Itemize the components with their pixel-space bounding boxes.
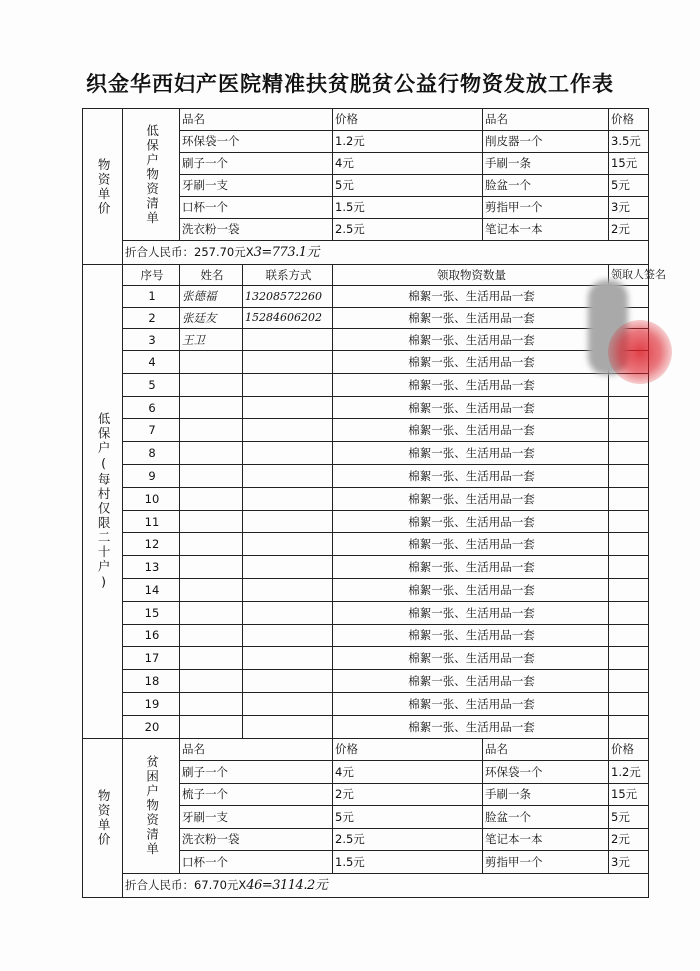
- section-label-outer-text: 物资单价: [96, 788, 112, 847]
- recipient-row: [83, 601, 649, 624]
- row-number: 10: [123, 487, 180, 510]
- items-received: 棉絮一张、生活用品一套: [333, 579, 609, 602]
- row-number: 9: [123, 465, 180, 488]
- section-label-recipients-text: 低保户(每村仅限二十户): [96, 411, 112, 591]
- recipient-row: [83, 465, 649, 488]
- row-number: 15: [123, 601, 180, 624]
- price-header-row: [83, 109, 649, 131]
- header-contact: 联系方式: [243, 265, 333, 286]
- header-no: 序号: [123, 265, 180, 286]
- recipient-row: [83, 715, 649, 738]
- item-name-cell: 梳子一个: [180, 783, 333, 806]
- recipient-contact: [243, 624, 333, 647]
- items-received: 棉絮一张、生活用品一套: [333, 487, 609, 510]
- items-received: 棉絮一张、生活用品一套: [333, 442, 609, 465]
- item-name-cell: 刷子一个: [180, 761, 333, 784]
- row-number: 8: [123, 442, 180, 465]
- recipient-name: [180, 670, 243, 693]
- recipient-contact: [243, 670, 333, 693]
- recipient-contact: 15284606202: [243, 307, 333, 329]
- header-name: 姓名: [180, 265, 243, 286]
- recipient-row: [83, 329, 649, 351]
- recipient-row: [83, 419, 649, 442]
- recipient-contact: [243, 373, 333, 396]
- document-title: 织金华西妇产医院精准扶贫脱贫公益行物资发放工作表: [86, 72, 614, 96]
- recipient-row: [83, 442, 649, 465]
- recipient-contact: [243, 351, 333, 374]
- recipient-row: [83, 286, 649, 308]
- item-name-cell: 口杯一个: [180, 851, 333, 874]
- section-label-outer: [83, 738, 123, 898]
- item-name-cell: 洗衣粉一袋: [180, 219, 333, 241]
- item-name-cell: 剪指甲一个: [483, 851, 609, 874]
- low-income-price-list: [83, 109, 649, 265]
- row-number: 3: [123, 329, 180, 351]
- section-label-inner: [123, 109, 180, 241]
- poor-household-price-list: [83, 738, 649, 898]
- recipient-name: [180, 556, 243, 579]
- total-cell: [123, 241, 649, 265]
- row-number: 11: [123, 510, 180, 533]
- recipient-name: [180, 510, 243, 533]
- recipient-contact: [243, 329, 333, 351]
- section-label-inner-text: 低保户物资清单: [144, 123, 160, 226]
- item-price-cell: 4元: [333, 153, 483, 175]
- section-label-outer-text: 物资单价: [96, 157, 112, 216]
- recipient-contact: [243, 442, 333, 465]
- items-received: 棉絮一张、生活用品一套: [333, 307, 609, 329]
- recipient-contact: [243, 396, 333, 419]
- recipient-name: [180, 487, 243, 510]
- item-price-cell: 2元: [609, 828, 649, 851]
- recipient-contact: [243, 419, 333, 442]
- recipient-name: 王卫: [180, 329, 243, 351]
- items-received: 棉絮一张、生活用品一套: [333, 601, 609, 624]
- item-price-cell: 2元: [609, 219, 649, 241]
- row-number: 20: [123, 715, 180, 738]
- item-name-cell: 牙刷一支: [180, 806, 333, 829]
- signature-cell: [609, 715, 649, 738]
- row-number: 1: [123, 286, 180, 308]
- recipient-contact: 13208572260: [243, 286, 333, 308]
- recipient-row: [83, 307, 649, 329]
- recipient-name: [180, 647, 243, 670]
- section-label-recipients: [83, 265, 123, 739]
- recipient-contact: [243, 556, 333, 579]
- item-price-cell: 2.5元: [333, 219, 483, 241]
- recipient-name: 张德福: [180, 286, 243, 308]
- item-price-cell: 1.5元: [333, 851, 483, 874]
- items-received: 棉絮一张、生活用品一套: [333, 715, 609, 738]
- item-price-cell: 5元: [333, 806, 483, 829]
- item-name-cell: 环保袋一个: [180, 131, 333, 153]
- distribution-table: [82, 108, 666, 898]
- recipient-name: [180, 351, 243, 374]
- recipient-row: [83, 510, 649, 533]
- price-header-cell: 品名: [180, 109, 333, 131]
- item-price-cell: 1.5元: [333, 197, 483, 219]
- item-name-cell: 笔记本一本: [483, 219, 609, 241]
- recipient-contact: [243, 647, 333, 670]
- signature-cell: [609, 442, 649, 465]
- recipient-name: [180, 693, 243, 716]
- row-number: 14: [123, 579, 180, 602]
- signature-cell: [609, 624, 649, 647]
- recipient-name: [180, 601, 243, 624]
- row-number: 13: [123, 556, 180, 579]
- recipient-contact: [243, 579, 333, 602]
- recipient-name: [180, 373, 243, 396]
- price-header-cell: 价格: [333, 738, 483, 761]
- item-price-cell: 2元: [333, 783, 483, 806]
- item-name-cell: 洗衣粉一袋: [180, 828, 333, 851]
- items-received: 棉絮一张、生活用品一套: [333, 329, 609, 351]
- items-received: 棉絮一张、生活用品一套: [333, 670, 609, 693]
- recipient-name: [180, 396, 243, 419]
- item-price-cell: 4元: [333, 761, 483, 784]
- item-price-cell: 15元: [609, 153, 649, 175]
- row-number: 5: [123, 373, 180, 396]
- price-header-row: [83, 738, 649, 761]
- recipient-contact: [243, 693, 333, 716]
- recipient-row: [83, 624, 649, 647]
- price-header-cell: 品名: [483, 738, 609, 761]
- recipient-row: [83, 693, 649, 716]
- items-received: 棉絮一张、生活用品一套: [333, 465, 609, 488]
- handwritten-total: 3=773.1元: [253, 244, 320, 260]
- row-number: 12: [123, 533, 180, 556]
- items-received: 棉絮一张、生活用品一套: [333, 533, 609, 556]
- item-name-cell: 手刷一条: [483, 153, 609, 175]
- item-price-cell: 1.2元: [333, 131, 483, 153]
- signature-cell: [609, 396, 649, 419]
- item-name-cell: 口杯一个: [180, 197, 333, 219]
- item-name-cell: 剪指甲一个: [483, 197, 609, 219]
- items-received: 棉絮一张、生活用品一套: [333, 693, 609, 716]
- total-label: 折合人民币：257.70元X: [125, 244, 254, 259]
- signature-cell: [609, 465, 649, 488]
- item-name-cell: 削皮器一个: [483, 131, 609, 153]
- signature-cell: [609, 693, 649, 716]
- items-received: 棉絮一张、生活用品一套: [333, 647, 609, 670]
- item-price-cell: 3.5元: [609, 131, 649, 153]
- recipient-row: [83, 556, 649, 579]
- recipient-row: [83, 579, 649, 602]
- signature-cell: [609, 533, 649, 556]
- red-fingerprint-stamp: [608, 320, 672, 384]
- recipient-name: [180, 465, 243, 488]
- recipient-contact: [243, 487, 333, 510]
- signature-cell: [609, 510, 649, 533]
- header-items: 领取物资数量: [333, 265, 609, 286]
- recipient-name: [180, 579, 243, 602]
- item-name-cell: 手刷一条: [483, 783, 609, 806]
- item-price-cell: 3元: [609, 197, 649, 219]
- low-income-recipients: [83, 265, 666, 739]
- signature-cell: [609, 419, 649, 442]
- item-name-cell: 脸盆一个: [483, 806, 609, 829]
- signature-cell: [609, 670, 649, 693]
- signature-cell: [609, 601, 649, 624]
- recipient-name: [180, 624, 243, 647]
- items-received: 棉絮一张、生活用品一套: [333, 510, 609, 533]
- total-label: 折合人民币：67.70元X: [125, 877, 247, 892]
- total-row: [83, 873, 649, 898]
- recipient-row: [83, 373, 649, 396]
- total-row: [83, 241, 649, 265]
- item-name-cell: 脸盆一个: [483, 175, 609, 197]
- signature-cell: [609, 487, 649, 510]
- items-received: 棉絮一张、生活用品一套: [333, 624, 609, 647]
- item-price-cell: 5元: [609, 806, 649, 829]
- recipient-row: [83, 533, 649, 556]
- total-cell: [123, 873, 649, 898]
- price-header-cell: 品名: [180, 738, 333, 761]
- price-header-cell: 价格: [609, 109, 649, 131]
- item-name-cell: 刷子一个: [180, 153, 333, 175]
- items-received: 棉絮一张、生活用品一套: [333, 351, 609, 374]
- recipient-contact: [243, 601, 333, 624]
- item-price-cell: 1.2元: [609, 761, 649, 784]
- recipient-name: [180, 419, 243, 442]
- section-label-outer: [83, 109, 123, 265]
- row-number: 7: [123, 419, 180, 442]
- item-name-cell: 笔记本一本: [483, 828, 609, 851]
- recipient-name: [180, 533, 243, 556]
- recipient-name: 张廷友: [180, 307, 243, 329]
- recipient-row: [83, 670, 649, 693]
- section-label-inner-text: 贫困户物资清单: [144, 754, 160, 857]
- items-received: 棉絮一张、生活用品一套: [333, 286, 609, 308]
- row-number: 17: [123, 647, 180, 670]
- price-header-cell: 价格: [609, 738, 649, 761]
- item-price-cell: 5元: [333, 175, 483, 197]
- signature-cell: [609, 556, 649, 579]
- recipient-row: [83, 351, 649, 374]
- recipient-row: [83, 396, 649, 419]
- items-received: 棉絮一张、生活用品一套: [333, 556, 609, 579]
- row-number: 19: [123, 693, 180, 716]
- recipient-name: [180, 442, 243, 465]
- section-label-inner: [123, 738, 180, 873]
- recipient-header-row: [83, 265, 649, 286]
- price-header-cell: 价格: [333, 109, 483, 131]
- item-name-cell: 牙刷一支: [180, 175, 333, 197]
- signature-cell: [609, 647, 649, 670]
- item-price-cell: 3元: [609, 851, 649, 874]
- handwritten-total: 46=3114.2元: [246, 877, 328, 893]
- items-received: 棉絮一张、生活用品一套: [333, 396, 609, 419]
- recipient-contact: [243, 465, 333, 488]
- item-price-cell: 2.5元: [333, 828, 483, 851]
- items-received: 棉絮一张、生活用品一套: [333, 419, 609, 442]
- recipient-contact: [243, 533, 333, 556]
- item-price-cell: 15元: [609, 783, 649, 806]
- row-number: 18: [123, 670, 180, 693]
- item-price-cell: 5元: [609, 175, 649, 197]
- item-name-cell: 环保袋一个: [483, 761, 609, 784]
- recipient-contact: [243, 510, 333, 533]
- recipient-contact: [243, 715, 333, 738]
- recipient-name: [180, 715, 243, 738]
- signature-cell: [609, 579, 649, 602]
- row-number: 4: [123, 351, 180, 374]
- row-number: 16: [123, 624, 180, 647]
- recipient-row: [83, 487, 649, 510]
- items-received: 棉絮一张、生活用品一套: [333, 373, 609, 396]
- header-sign: 领取人签名: [609, 265, 649, 286]
- price-header-cell: 品名: [483, 109, 609, 131]
- row-number: 2: [123, 307, 180, 329]
- recipient-row: [83, 647, 649, 670]
- row-number: 6: [123, 396, 180, 419]
